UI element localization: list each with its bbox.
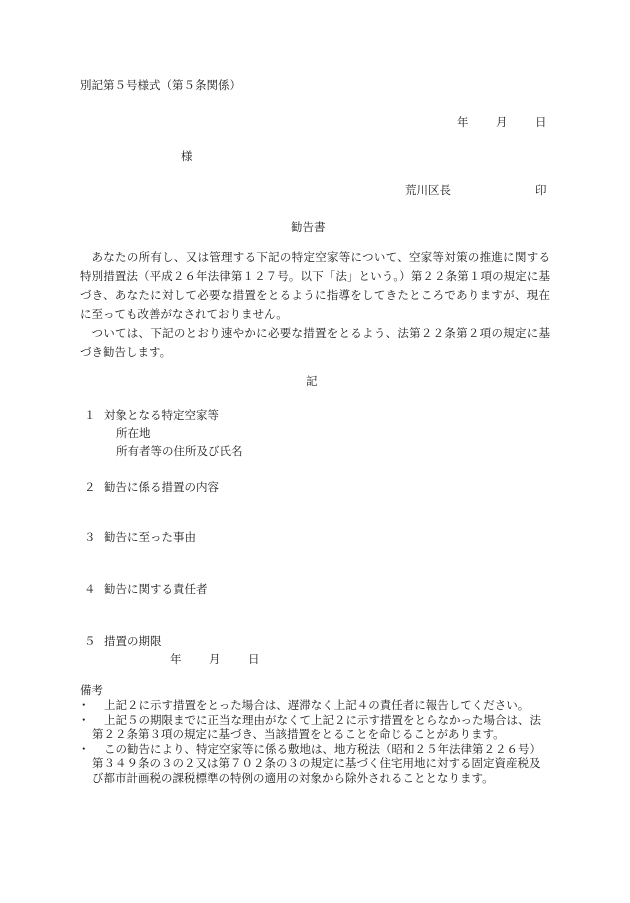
note-item-1	[80, 698, 550, 713]
item-4-label: 勧告に関する責任者	[104, 582, 208, 596]
item-1-label: 対象となる特定空家等	[104, 408, 219, 422]
item-1-owner: 所有者等の住所及び氏名	[116, 444, 243, 458]
note-item-3	[80, 742, 550, 786]
note-bullet: ・	[78, 741, 90, 756]
item-3-label: 勧告に至った事由	[104, 530, 196, 544]
item-2-number: ２	[84, 480, 96, 494]
item-5-number: ５	[84, 634, 96, 648]
form-label: 別記第５号様式（第５条関係）	[80, 78, 241, 92]
seal-mark: 印	[535, 183, 547, 197]
ki-heading: 記	[306, 374, 318, 388]
note-bullet: ・	[78, 698, 90, 712]
note-item-2	[80, 713, 550, 742]
item-5-label: 措置の期限	[104, 634, 162, 648]
body-paragraph-1: あなたの所有し、又は管理する下記の特定空家等について、空家等対策の推進に関する特別措置法（平成２６年法律第１２７号。以下「法」という。）第２２条第１項の規定に基づき、あなたに対して必要な措置をとるように指導をしてきたところでありますが、現在に至っても改善がなされておりません。	[80, 250, 550, 321]
note-bullet: ・	[78, 712, 90, 727]
notes-heading: 備考	[80, 683, 103, 697]
addressee-suffix: 様	[181, 149, 193, 163]
date-day-label: 日	[535, 115, 547, 129]
note-text-2: 上記５の期限までに正当な理由がなくて上記２に示す措置をとらなかった場合は、法第２２条第３項の規定に基づき、当該措置をとることを命じることがあります。	[92, 712, 541, 741]
item-1-number: １	[84, 408, 96, 422]
item-2-label: 勧告に係る措置の内容	[104, 480, 219, 494]
document-title: 勧告書	[291, 220, 326, 234]
item-5-year: 年	[170, 652, 182, 666]
item-4-number: ４	[84, 582, 96, 596]
notes-list	[80, 698, 550, 785]
item-1-location: 所在地	[116, 426, 151, 440]
date-month-label: 月	[496, 115, 508, 129]
item-5-month: 月	[209, 652, 221, 666]
sender-name: 荒川区長	[405, 183, 451, 197]
note-text-1: 上記２に示す措置をとった場合は、遅滞なく上記４の責任者に報告してください。	[104, 698, 530, 712]
date-year-label: 年	[457, 115, 469, 129]
item-5-day: 日	[248, 652, 260, 666]
body-paragraph-2: ついては、下記のとおり速やかに必要な措置をとるよう、法第２２条第２項の規定に基づき勧告します。	[80, 326, 550, 359]
note-text-3: この勧告により、特定空家等に係る敷地は、地方税法（昭和２５年法律第２２６号）第３４９条の３の２又は第７０２条の３の規定に基づく住宅用地に対する固定資産税及び都市計画税の課税標準の特例の適用の対象から除外されることとなります。	[92, 741, 541, 785]
item-3-number: ３	[84, 530, 96, 544]
